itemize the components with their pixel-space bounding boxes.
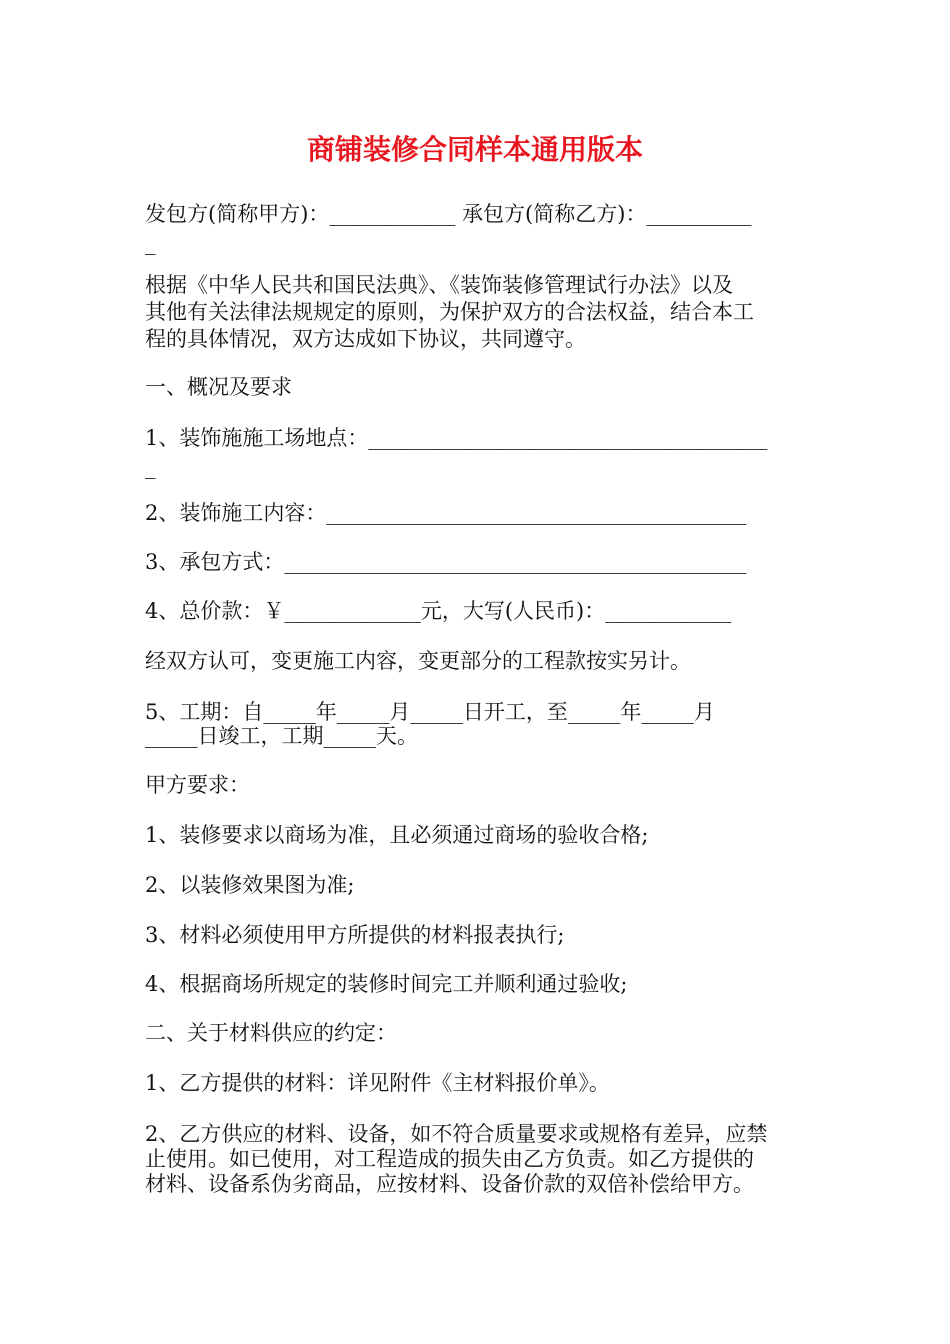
requirement-1: 1、装修要求以商场为准，且必须通过商场的验收合格; [145,823,649,847]
parties-line-continued: _ [145,231,156,255]
intro-line-3: 程的具体情况，双方达成如下协议，共同遵守。 [145,327,586,351]
section-heading-materials: 二、关于材料供应的约定： [145,1021,397,1045]
page-title: 商铺装修合同样本通用版本 [306,133,643,166]
intro-line-1: 根据《中华人民共和国民法典》、《装饰装修管理试行办法》以及 [145,273,733,297]
intro-line-2: 其他有关法律法规规定的原则，为保护双方的合法权益，结合本工 [145,300,754,324]
item-site-location-continued: _ [145,455,156,479]
item-schedule-line-2: _____日竣工，工期_____天。 [145,724,418,748]
item-schedule-line-1: 5、工期：自_____年_____月_____日开工，至_____年_____月 [145,700,715,724]
materials-item-2-line-2: 止使用。如已使用，对工程造成的损失由乙方负责。如乙方提供的 [145,1147,754,1171]
requirement-3: 3、材料必须使用甲方所提供的材料报表执行; [145,923,565,947]
party-a-requirements-heading: 甲方要求： [145,773,250,797]
materials-item-2-line-3: 材料、设备系伪劣商品，应按材料、设备价款的双倍补偿给甲方。 [145,1172,754,1196]
change-note: 经双方认可，变更施工内容，变更部分的工程款按实另计。 [145,649,691,673]
item-site-location: 1、装饰施施工场地点：______________________________________ [145,426,768,450]
parties-line: 发包方(简称甲方)：____________ 承包方(简称乙方)：__________ [145,202,752,226]
item-construction-content: 2、装饰施工内容：________________________________________ [145,501,747,525]
materials-item-2-line-1: 2、乙方供应的材料、设备，如不符合质量要求或规格有差异，应禁 [145,1122,768,1146]
section-heading-overview: 一、概况及要求 [145,375,292,399]
requirement-4: 4、根据商场所规定的装修时间完工并顺利通过验收; [145,972,628,996]
materials-item-1: 1、乙方提供的材料：详见附件《主材料报价单》。 [145,1071,610,1095]
item-contract-method: 3、承包方式：____________________________________________ [145,550,747,574]
requirement-2: 2、以装修效果图为准; [145,873,355,897]
item-total-price: 4、总价款：￥_____________元，大写(人民币)：____________ [145,599,732,623]
